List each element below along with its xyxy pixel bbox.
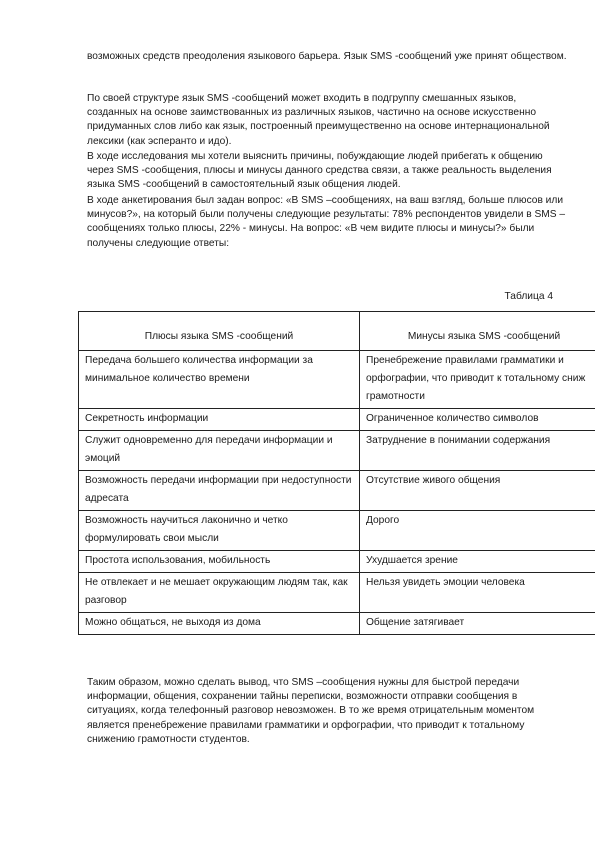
paragraph-3: В ходе исследования мы хотели выяснить причины, побуждающие людей прибегать к общению через SMS -сообщения, плюсы и минусы данного средства связи, а также реальность выделения языка SMS -сообщений в самостоятельный язык общения людей. <box>87 151 552 191</box>
pros-cell: Служит одновременно для передачи информации и эмоций <box>79 431 360 471</box>
paragraph-1: возможных средств преодоления языкового барьера. Язык SMS -сообщений уже принят обществом. <box>87 51 567 62</box>
cons-cell: Ухудшается зрение <box>360 551 595 573</box>
table-row <box>79 511 595 551</box>
pros-cell: Можно общаться, не выходя из дома <box>79 613 360 635</box>
table-row <box>79 409 595 431</box>
cons-cell-text: Пренебрежение правилами грамматики и орфографии, что приводит к тотальному сниж грамотности <box>366 355 586 402</box>
cons-cell: Общение затягивает <box>360 613 595 635</box>
cons-cell <box>360 351 595 409</box>
table-row <box>79 613 595 635</box>
cons-cell: Ограниченное количество символов <box>360 409 595 431</box>
table-caption: Таблица 4 <box>504 291 553 302</box>
pros-cell: Секретность информации <box>79 409 360 431</box>
paragraph-4: В ходе анкетирования был задан вопрос: «В SMS –сообщениях, на ваш взгляд, больше плюсов или минусов?», на который были получены следующие результаты: 78% респондентов увидели в SMS –сообщениях только плюсы, 22% - минусы. На вопрос: «В чем видите плюсы и минусы?» были получены следующие ответы: <box>87 195 566 249</box>
table-row <box>79 573 595 613</box>
table-row <box>79 351 595 409</box>
cons-cell: Дорого <box>360 511 595 551</box>
pros-header: Плюсы языка SMS -сообщений <box>79 312 360 351</box>
pros-cons-table <box>78 311 595 635</box>
pros-cell: Простота использования, мобильность <box>79 551 360 573</box>
table-header-row <box>79 312 595 351</box>
cons-cell: Затруднение в понимании содержания <box>360 431 595 471</box>
cons-cell: Отсутствие живого общения <box>360 471 595 511</box>
conclusion-paragraph: Таким образом, можно сделать вывод, что SMS –сообщения нужны для быстрой передачи информации, общения, сохранении тайны переписки, возможности отправки сообщения в ситуациях, когда телефонный разговор невозможен. В то же время отрицательным моментом является пренебрежение правилами грамматики и орфографии, что приводит к тотальному снижению грамотности студентов. <box>87 677 535 745</box>
table-row <box>79 431 595 471</box>
pros-cell: Возможность передачи информации при недоступности адресата <box>79 471 360 511</box>
cons-header: Минусы языка SMS -сообщений <box>360 312 595 351</box>
table-row <box>79 551 595 573</box>
paragraph-2: По своей структуре язык SMS -сообщений может входить в подгруппу смешанных языков, созданных на основе заимствованных из различных языков, частично на основе искусственно придуманных слов либо как язык, построенный преимущественно на основе интернациональной лексики (как эсперанто и идо). <box>87 93 550 147</box>
pros-cell: Передача большего количества информации за минимальное количество времени <box>79 351 360 409</box>
pros-cell: Возможность научиться лаконично и четко формулировать свои мысли <box>79 511 360 551</box>
pros-cell: Не отвлекает и не мешает окружающим людям так, как разговор <box>79 573 360 613</box>
cons-cell: Нельзя увидеть эмоции человека <box>360 573 595 613</box>
table-row <box>79 471 595 511</box>
